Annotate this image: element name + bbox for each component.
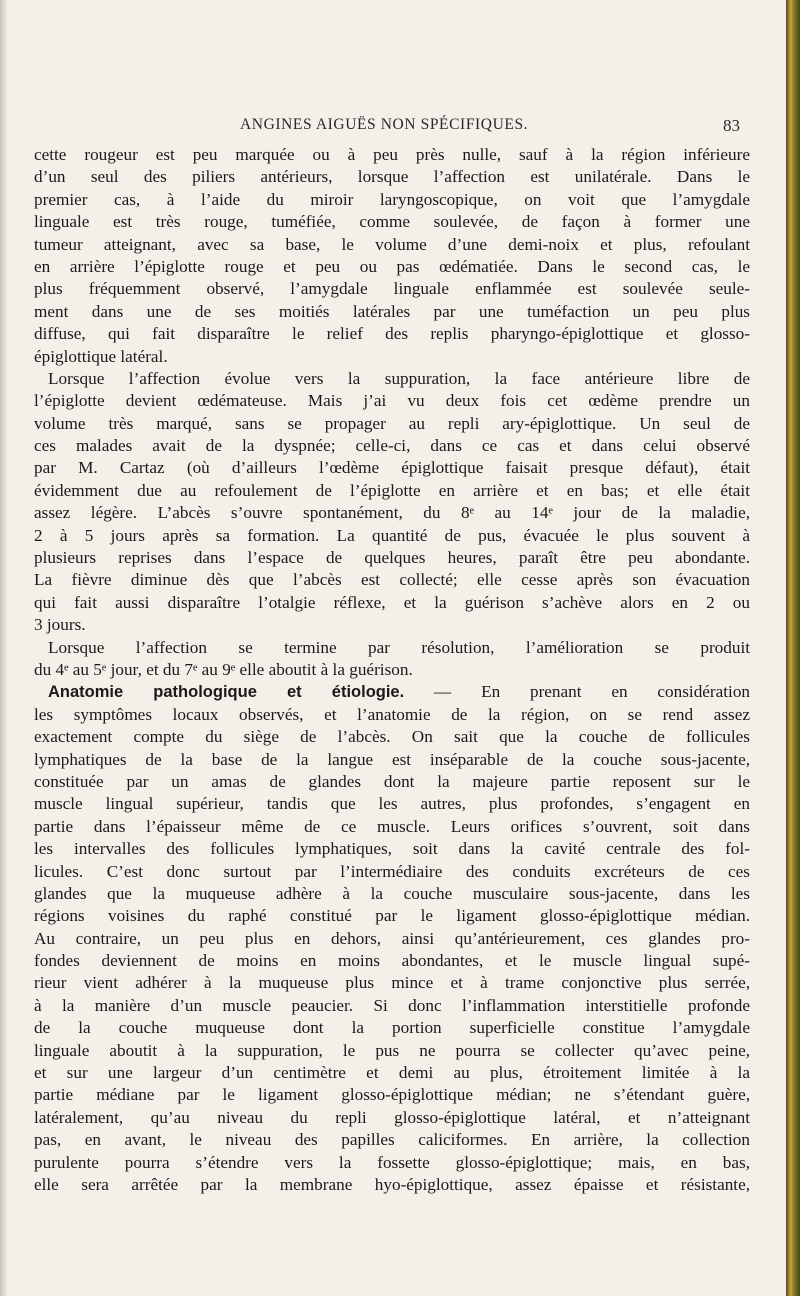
text-line: premier cas, à l’aide du miroir laryngoscopique, on voit que l’amygdale [34, 189, 750, 209]
page-number: 83 [723, 116, 740, 135]
text-line: par M. Cartaz (où d’ailleurs l’œdème épiglottique faisait presque défaut), était [34, 458, 750, 478]
text-line: partie médiane par le ligament glosso-épiglottique médian; ne s’étendant guère, [34, 1085, 750, 1105]
text-line: évidemment due au refoulement de l’épiglotte en arrière et en bas; et elle était [34, 480, 750, 500]
text-line: de la couche muqueuse dont la portion superficielle constitue l’amygdale [34, 1018, 750, 1038]
text-line: exactement compte du siège de l’abcès. On sait que la couche de follicules [34, 727, 750, 747]
page-header [40, 116, 740, 140]
text-line: pas, en avant, le niveau des papilles caliciformes. En arrière, la collection [34, 1130, 750, 1150]
book-spine-edge [786, 0, 800, 1296]
text-line: latéralement, qu’au niveau du repli glosso-épiglottique latéral, et n’atteignant [34, 1107, 750, 1127]
text-line: d’un seul des piliers antérieurs, lorsque l’affection est unilatérale. Dans le [34, 167, 750, 187]
text-line: Au contraire, un peu plus en dehors, ainsi qu’antérieurement, ces glandes pro- [34, 928, 750, 948]
text-line [34, 1196, 750, 1218]
text-line: lymphatiques de la base de la langue est inséparable de la couche sous-jacente, [34, 749, 750, 769]
text-line: Lorsque l’affection évolue vers la suppuration, la face antérieure libre de [48, 368, 750, 388]
text-line: rieur vient adhérer à la muqueuse plus mince et à trame conjonctive plus serrée, [34, 973, 750, 993]
text-line: cette rougeur est peu marquée ou à peu près nulle, sauf à la région inférieure [34, 145, 750, 164]
text-line: linguale est très rouge, tuméfiée, comme soulevée, de façon à former une [34, 212, 750, 232]
text-line: constituée par un amas de glandes dont la majeure partie reposent sur le [34, 771, 750, 791]
text-line: les symptômes locaux observés, et l’anatomie de la région, on se rend assez [34, 704, 750, 724]
text-line: elle sera arrêtée par la membrane hyo-épiglottique, assez épaisse et résistante, [34, 1174, 750, 1194]
text-line: tumeur atteignant, avec sa base, le volume d’une demi-noix et plus, refoulant [34, 234, 750, 254]
text-line: volume très marqué, sans se propager au repli ary-épiglottique. Un seul de [34, 413, 750, 433]
text-line: 2 à 5 jours après sa formation. La quantité de pus, évacuée le plus souvent à [34, 525, 750, 545]
body-text [34, 144, 750, 1219]
page-gutter-shadow [0, 0, 8, 1296]
section-heading: Anatomie pathologique et étiologie. [48, 683, 405, 702]
text-line: assez légère. L’abcès s’ouvre spontanément, du 8ᵉ au 14ᵉ jour de la maladie, [34, 503, 750, 523]
text-line: qui fait aussi disparaître l’otalgie réflexe, et la guérison s’achève alors en 2 ou [34, 592, 750, 612]
text-line: à la manière d’un muscle peaucier. Si donc l’inflammation interstitielle profonde [34, 995, 750, 1015]
text-line: muscle lingual supérieur, tandis que les autres, plus profondes, s’engagent en [34, 794, 750, 814]
text-line: glandes que la muqueuse adhère à la couche musculaire sous-jacente, dans les [34, 883, 750, 903]
text-line: et sur une largeur d’un centimètre et demi au plus, étroitement limitée à la [34, 1063, 750, 1083]
text-line: plusieurs reprises dans l’espace de quelques heures, paraît être peu abondante. [34, 548, 750, 568]
text-line: La fièvre diminue dès que l’abcès est collecté; elle cesse après son évacuation [34, 570, 750, 590]
text-line: épiglottique latéral. [34, 346, 168, 366]
text-line: les intervalles des follicules lymphatiques, soit dans la cavité centrale des fol- [34, 839, 750, 859]
text-line: ment dans une de ses moitiés latérales par une tuméfaction un peu plus [34, 301, 750, 321]
section-line-text: — En prenant en considération [434, 682, 751, 702]
text-line: en arrière l’épiglotte rouge et peu ou pas œdématiée. Dans le second cas, le [34, 256, 750, 276]
text-line: plus fréquemment observé, l’amygdale linguale enflammée est soulevée seule- [34, 279, 750, 299]
text-line: régions voisines du raphé constitué par le ligament glosso-épiglottique médian. [34, 906, 750, 926]
text-line: Lorsque l’affection se termine par résolution, l’amélioration se produit [48, 637, 750, 657]
text-line: ces malades avait de la dyspnée; celle-ci, dans ce cas et dans celui observé [34, 436, 750, 456]
text-line: purulente pourra s’étendre vers la fossette glosso-épiglottique; mais, en bas, [34, 1152, 750, 1172]
text-line: du 4ᵉ au 5ᵉ jour, et du 7ᵉ au 9ᵉ elle aboutit à la guérison. [34, 659, 413, 679]
section-line [34, 681, 750, 703]
running-title: ANGINES AIGUËS NON SPÉCIFIQUES. [240, 116, 529, 133]
text-line: 3 jours. [34, 615, 86, 635]
text-line: licules. C’est donc surtout par l’intermédiaire des conduits excréteurs de ces [34, 861, 750, 881]
text-line: l’épiglotte devient œdémateuse. Mais j’ai vu deux fois cet œdème prendre un [34, 391, 750, 411]
text-line: diffuse, qui fait disparaître le relief des replis pharyngo-épiglottique et glosso- [34, 324, 750, 344]
text-line: partie dans l’épaisseur même de ce muscle. Leurs orifices s’ouvrent, soit dans [34, 816, 750, 836]
text-line: linguale aboutit à la suppuration, le pus ne pourra se collecter qu’avec peine, [34, 1040, 750, 1060]
text-line: fondes deviennent de moins en moins abondantes, et le muscle lingual supé- [34, 951, 750, 971]
